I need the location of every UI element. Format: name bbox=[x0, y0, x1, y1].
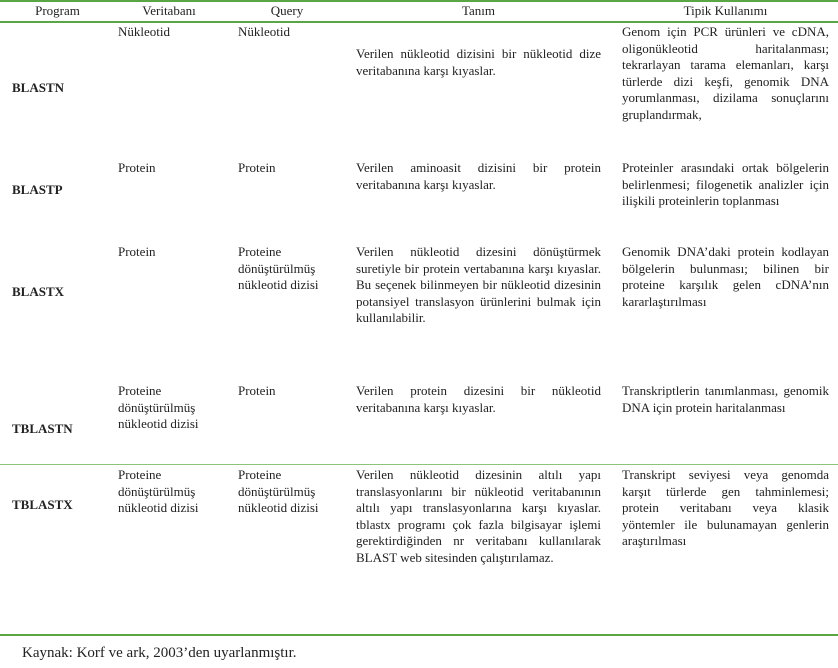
header-bottom-rule bbox=[0, 21, 838, 23]
header-description: Tanım bbox=[461, 3, 496, 18]
header-program: Program bbox=[35, 3, 80, 18]
query-cell: Proteine dönüştürülmüş nükleotid dizisi bbox=[238, 244, 319, 292]
description-cell: Verilen nükleotid dizisini bir nükleotid dize veritabanına karşı kıyaslar. bbox=[356, 46, 601, 78]
program-name: TBLASTX bbox=[12, 497, 73, 512]
program-name: TBLASTN bbox=[12, 421, 73, 436]
database-cell: Proteine dönüştürülmüş nükleotid dizisi bbox=[118, 383, 199, 431]
row-separator bbox=[0, 464, 838, 465]
program-name: BLASTX bbox=[12, 284, 65, 299]
header-usage: Tipik Kullanımı bbox=[683, 3, 768, 18]
description-cell: Verilen nükleotid dizesinin altılı yapı translasyonlarını bir nükleotid veritabanının altılı yapı translasyonlarına karşı kıyaslar. tblastx programı çok fazla bilgisayar işlemi gerektirdiğinden nr veritabanı kullanılarak BLAST web sitesinden çalıştırılamaz. bbox=[356, 467, 601, 565]
usage-cell: Transkriptlerin tanımlanması, genomik DNA için protein haritalanması bbox=[622, 383, 829, 415]
table-bottom-rule bbox=[0, 634, 838, 636]
query-cell: Protein bbox=[238, 160, 276, 175]
description-cell: Verilen nükleotid dizesini dönüştürmek suretiyle bir protein vertabanına karşı kıyaslar. Bu seçenek bilinmeyen bir nükleotid dizesinin potansiyel translasyon ürünlerini bulmak için kullanılabilir. bbox=[356, 244, 601, 325]
usage-cell: Genom için PCR ürünleri ve cDNA, oligonükleotid haritalanması; tekrarlayan tarama elemanları, karşı türlerde dizi keşfi, genomik DNA yorumlanması, dizilama sonuçlarını gruplandırmak, bbox=[622, 24, 829, 122]
description-cell: Verilen protein dizesini bir nükleotid veritabanına karşı kıyaslar. bbox=[356, 383, 601, 415]
program-name: BLASTN bbox=[12, 80, 65, 95]
query-cell: Protein bbox=[238, 383, 276, 398]
header-database: Veritabanı bbox=[142, 3, 196, 18]
database-cell: Protein bbox=[118, 160, 156, 175]
query-cell: Nükleotid bbox=[238, 24, 290, 39]
database-cell: Proteine dönüştürülmüş nükleotid dizisi bbox=[118, 467, 199, 515]
database-cell: Protein bbox=[118, 244, 156, 259]
database-cell: Nükleotid bbox=[118, 24, 170, 39]
description-cell: Verilen aminoasit dizisini bir protein veritabanına karşı kıyaslar. bbox=[356, 160, 601, 192]
source-caption: Kaynak: Korf ve ark, 2003’den uyarlanmıştır. bbox=[22, 645, 297, 661]
usage-cell: Genomik DNA’daki protein kodlayan bölgelerin bulunması; bilinen bir proteine karşılık gelen cDNA’nın kararlaştırılması bbox=[622, 244, 829, 309]
table-top-rule bbox=[0, 0, 838, 2]
program-name: BLASTP bbox=[12, 182, 63, 197]
header-query: Query bbox=[270, 3, 304, 18]
usage-cell: Proteinler arasındaki ortak bölgelerin belirlenmesi; filogenetik analizler için ilişkili proteinlerin toplanması bbox=[622, 160, 829, 208]
query-cell: Proteine dönüştürülmüş nükleotid dizisi bbox=[238, 467, 319, 515]
usage-cell: Transkript seviyesi veya genomda karşıt türlerde gen tahminlemesi; protein veritabanı veya klasik yöntemler ile bulunamayan genlerin araştırılması bbox=[622, 467, 829, 548]
